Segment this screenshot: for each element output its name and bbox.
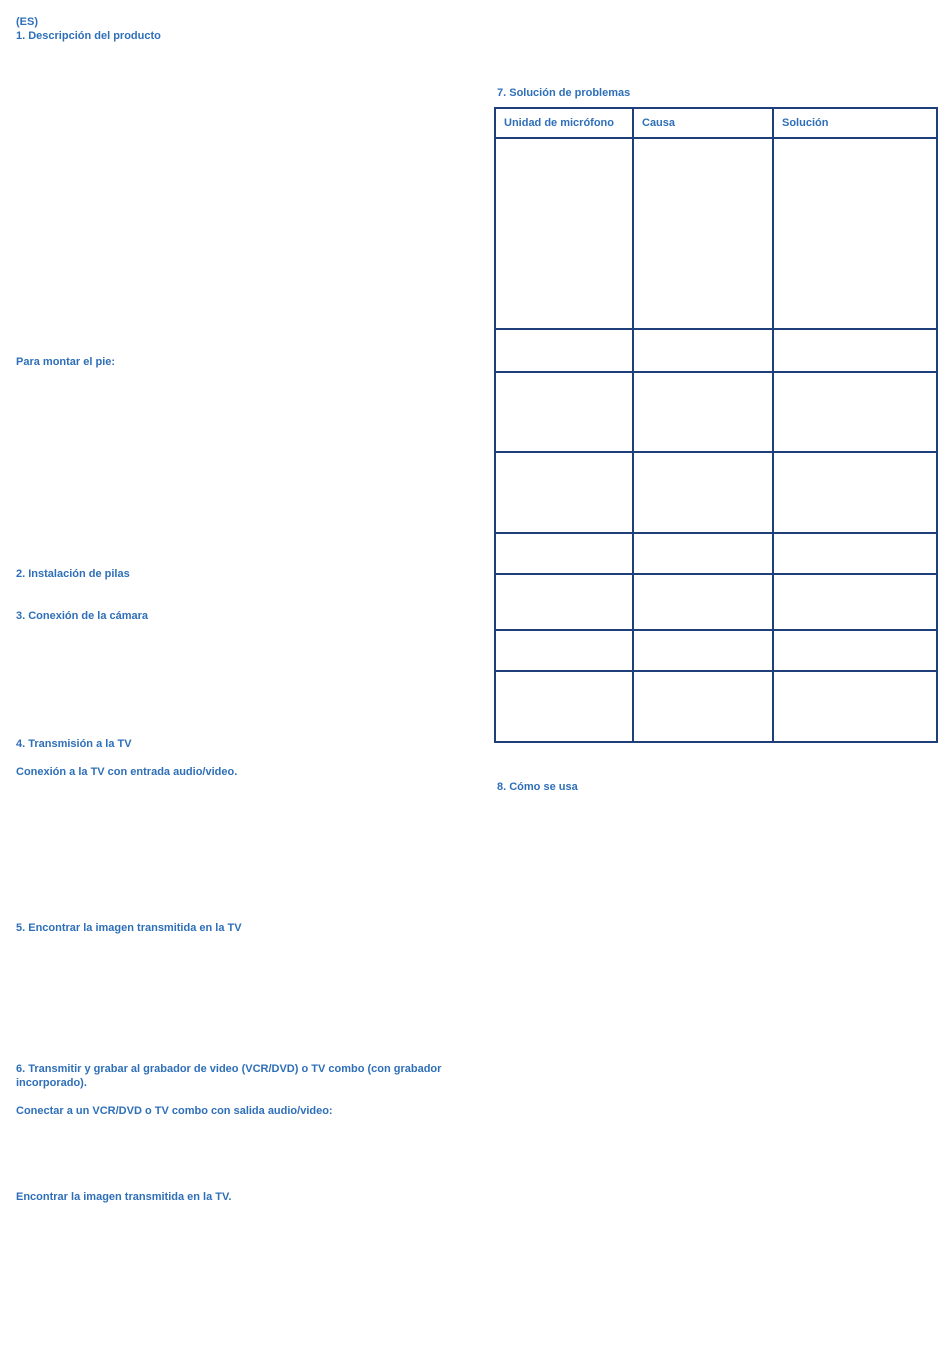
stand-mounting-heading: Para montar el pie: — [16, 356, 116, 368]
table-header-row — [496, 109, 936, 139]
table-row — [496, 575, 936, 631]
table-cell — [496, 139, 634, 328]
section-6-subheading-2: Encontrar la imagen transmitida en la TV. — [16, 1191, 232, 1203]
table-row — [496, 373, 936, 453]
header-cell-unit — [496, 109, 634, 137]
section-5-heading: 5. Encontrar la imagen transmitida en la TV — [16, 922, 242, 934]
header-label-unit: Unidad de micrófono — [504, 117, 614, 129]
table-cell — [774, 575, 936, 629]
table-cell — [496, 330, 634, 371]
section-2-heading: 2. Instalación de pilas — [16, 568, 130, 580]
table-cell — [774, 373, 936, 451]
table-cell — [634, 330, 774, 371]
table-cell — [774, 534, 936, 573]
table-row — [496, 672, 936, 741]
header-cell-solution — [774, 109, 936, 137]
table-cell — [774, 631, 936, 670]
table-cell — [634, 453, 774, 532]
section-7-heading: 7. Solución de problemas — [497, 87, 631, 99]
header-label-solution: Solución — [782, 117, 829, 129]
table-cell — [496, 672, 634, 741]
table-cell — [496, 373, 634, 451]
table-cell — [634, 373, 774, 451]
section-6-subheading: Conectar a un VCR/DVD o TV combo con salida audio/video: — [16, 1105, 333, 1117]
table-cell — [496, 631, 634, 670]
table-cell — [634, 631, 774, 670]
section-1-heading: 1. Descripción del producto — [16, 30, 161, 42]
table-row — [496, 453, 936, 534]
table-cell — [634, 139, 774, 328]
table-cell — [496, 534, 634, 573]
table-cell — [634, 575, 774, 629]
section-3-heading: 3. Conexión de la cámara — [16, 610, 149, 622]
troubleshooting-table — [494, 107, 938, 743]
section-4-subheading: Conexión a la TV con entrada audio/video. — [16, 766, 238, 778]
table-row — [496, 330, 936, 373]
table-cell — [634, 534, 774, 573]
table-row — [496, 631, 936, 672]
section-4-heading: 4. Transmisión a la TV — [16, 738, 132, 750]
table-row — [496, 139, 936, 330]
table-row — [496, 534, 936, 575]
language-code: (ES) — [16, 16, 38, 28]
table-cell — [774, 330, 936, 371]
table-cell — [774, 139, 936, 328]
section-6-heading: 6. Transmitir y grabar al grabador de video (VCR/DVD) o TV combo (con grabador incorporado). — [16, 1063, 442, 1089]
table-cell — [634, 672, 774, 741]
header-label-cause: Causa — [642, 117, 676, 129]
table-cell — [774, 672, 936, 741]
section-8-heading: 8. Cómo se usa — [497, 781, 578, 793]
table-cell — [496, 453, 634, 532]
header-cell-cause — [634, 109, 774, 137]
table-cell — [774, 453, 936, 532]
table-cell — [496, 575, 634, 629]
